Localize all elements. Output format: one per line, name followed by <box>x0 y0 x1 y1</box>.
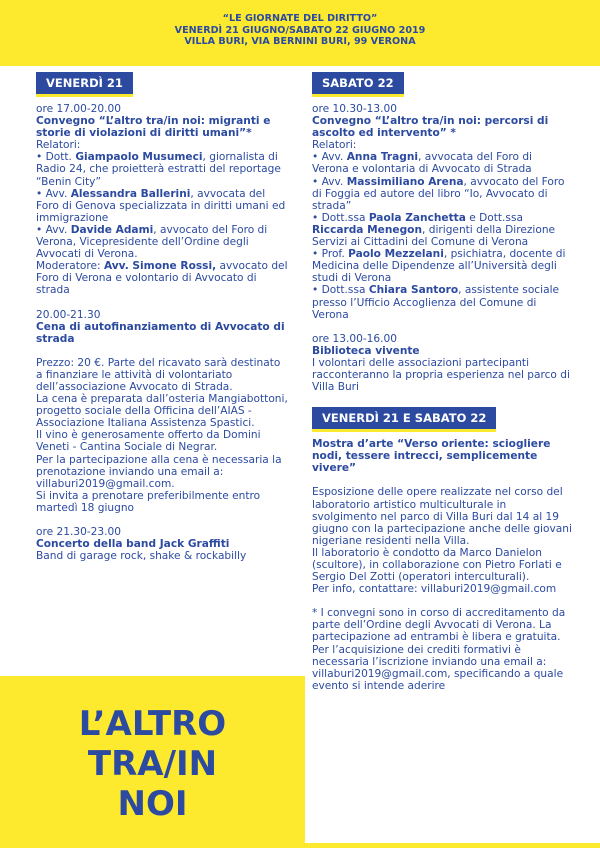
right-column <box>312 66 572 692</box>
dinner-price: Prezzo: 20 €. Parte del ricavato sarà destinato a finanziare le attività di volontariato dell’associazione Avvocato di Strada. <box>36 356 281 393</box>
speaker-item: • Avv. Massimiliano Arena, avvocato del Foro di Foggia ed autore del libro “Io, Avvocato di strada” <box>312 175 565 212</box>
dinner-wine: Il vino è generosamente offerto da Domini Veneti - Cantina Sociale di Negrar. <box>36 429 261 454</box>
event-title: Convegno “L’altro tra/in noi: percorsi di ascolto ed intervento” * <box>312 115 549 140</box>
event-exhibition <box>312 438 572 595</box>
day-tag-both-days: VENERDÌ 21 E SABATO 22 <box>312 407 496 432</box>
event-title: Cena di autofinanziamento di Avvocato di strada <box>36 320 285 345</box>
speaker-item: • Prof. Paolo Mezzelani, psichiatra, docente di Medicina delle Dipendenze all’Università degli studi di Verona <box>312 248 566 285</box>
header-line-1: “LE GIORNATE DEL DIRITTO” <box>222 13 378 24</box>
event-concert <box>36 526 290 562</box>
event-time: ore 21.30-23.00 <box>36 526 121 538</box>
dinner-deadline: Si invita a prenotare preferibilmente entro martedì 18 giugno <box>36 489 261 514</box>
event-time: ore 10.30-13.00 <box>312 103 397 115</box>
dinner-booking: Per la partecipazione alla cena è necessaria la prenotazione inviando una email a: villaburi2019@gmail.com. <box>36 453 282 490</box>
day-tag-friday: VENERDÌ 21 <box>36 72 133 97</box>
speaker-item: • Dott.ssa Chiara Santoro, assistente sociale presso l’Ufficio Accoglienza del Comune di Verona <box>312 284 560 321</box>
header-line-3: VILLA BURI, VIA BERNINI BURI, 99 VERONA <box>184 36 416 47</box>
speaker-item: • Dott. Giampaolo Musumeci, giornalista di Radio 24, che proietterà estratti del reportage “Benin City” <box>36 151 281 188</box>
event-time: ore 17.00-20.00 <box>36 103 121 115</box>
poster-block <box>0 676 305 848</box>
event-title: Convegno “L’altro tra/in noi: migranti e storie di violazioni di diritti umani”* <box>36 115 271 140</box>
left-column <box>36 66 290 562</box>
poster-line-1: L’ALTRO <box>78 704 227 744</box>
poster-line-2: TRA/IN <box>87 744 218 784</box>
event-time: ore 13.00-16.00 <box>312 332 397 345</box>
exhibition-contact: Per info, contattare: villaburi2019@gmail.com <box>312 583 557 596</box>
moderator: Moderatore: Avv. Simone Rossi, avvocato del Foro di Verona e volontario di Avvocato di strada <box>36 260 288 297</box>
speaker-item: • Avv. Anna Tragni, avvocata del Foro di Verona e volontaria di Avvocato di Strada <box>312 151 532 176</box>
event-library <box>312 333 572 393</box>
dinner-caterer: La cena è preparata dall’osteria Mangiabottoni, progetto sociale della Officina dell’AIAS - Associazione Italiana Assistenza Spastici. <box>36 393 288 430</box>
event-time: 20.00-21.30 <box>36 308 101 321</box>
event-title: Mostra d’arte “Verso oriente: sciogliere nodi, tessere intrecci, semplicemente vivere” <box>312 438 551 475</box>
speaker-item: • Avv. Davide Adami, avvocato del Foro di Verona, Vicepresidente dell’Ordine degli Avvocati di Verona. <box>36 223 268 261</box>
speakers-label: Relatori: <box>312 139 357 152</box>
bottom-bar <box>0 843 600 848</box>
event-description: I volontari delle associazioni partecipanti racconteranno la propria esperienza nel parco di Villa Buri <box>312 356 570 394</box>
footnote: * I convegni sono in corso di accreditamento da parte dell’Ordine degli Avvocati di Verona. La partecipazione ad entrambi è libera e gratuita. Per l’acquisizione dei crediti formativi è necessaria l’iscrizione inviando una email a: villaburi2019@gmail.com, specificando a quale evento si intende aderire <box>312 607 566 692</box>
exhibition-credits: Il laboratorio è condotto da Marco Danielon (scultore), in collaborazione con Pietro Forlati e Sergio Del Zotti (operatori interculturali). <box>312 546 562 584</box>
day-tag-saturday: SABATO 22 <box>312 72 404 97</box>
header-band <box>0 0 600 66</box>
event-description: Band di garage rock, shake & rockabilly <box>36 550 247 563</box>
speaker-item: • Avv. Alessandra Ballerini, avvocata del Foro di Genova specializzata in diritti umani ed immigrazione <box>36 187 286 224</box>
event-title: Concerto della band Jack Graffiti <box>36 538 230 551</box>
exhibition-description: Esposizione delle opere realizzate nel corso del laboratorio artistico multiculturale in svolgimento nel parco di Villa Buri dal 14 al 19 giugno con la partecipazione anche delle giovani nigeriane residenti nella Villa. <box>312 486 572 547</box>
speaker-item: • Dott.ssa Paola Zanchetta e Dott.ssa Riccarda Menegon, dirigenti della Direzione Servizi ai Cittadini del Comune di Verona <box>312 211 556 249</box>
header-line-2: VENERDÌ 21 GIUGNO/SABATO 22 GIUGNO 2019 <box>174 24 426 36</box>
event-convegno-saturday <box>312 103 572 321</box>
event-convegno-friday <box>36 103 290 297</box>
event-dinner <box>36 309 290 515</box>
event-title: Biblioteca vivente <box>312 344 420 357</box>
speakers-label: Relatori: <box>36 139 81 152</box>
poster-line-3: NOI <box>117 784 188 824</box>
